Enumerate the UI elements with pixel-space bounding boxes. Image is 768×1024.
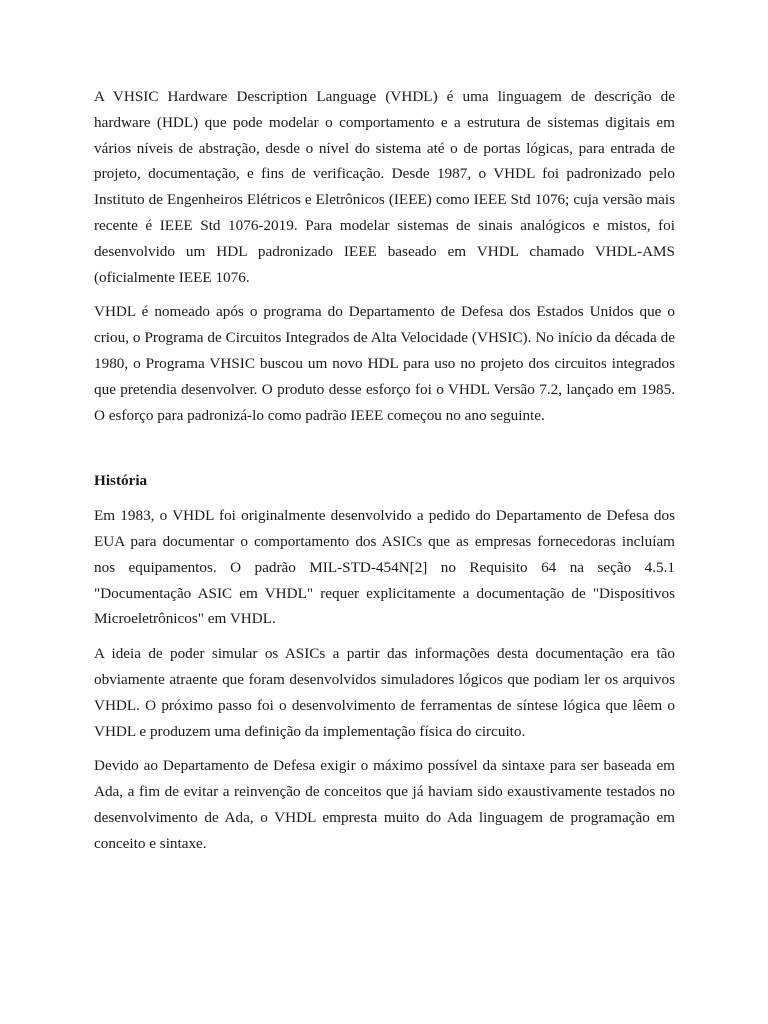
intro-paragraph-2: VHDL é nomeado após o programa do Departamento de Defesa dos Estados Unidos que o criou, o Programa de Circuitos Integrados de Alta Velocidade (VHSIC). No início da década de 1980, o Programa VHSIC buscou um novo HDL para uso no projeto dos circuitos integrados que pretendia desenvolver. O produto desse esforço foi o VHDL Versão 7.2, lançado em 1985. O esforço para padronizá-lo como padrão IEEE começou no ano seguinte. xyxy=(94,303,675,424)
history-heading: História xyxy=(94,472,148,490)
intro-paragraph-1: A VHSIC Hardware Description Language (VHDL) é uma linguagem de descrição de hardware (HDL) que pode modelar o comportamento e a estrutura de sistemas digitais em vários níveis de abstração, desde o nível do sistema até o de portas lógicas, para entrada de projeto, documentação, e fins de verificação. Desde 1987, o VHDL foi padronizado pelo Instituto de Engenheiros Elétricos e Eletrônicos (IEEE) como IEEE Std 1076; cuja versão mais recente é IEEE Std 1076-2019. Para modelar sistemas de sinais analógicos e mistos, foi desenvolvido um HDL padronizado IEEE baseado em VHDL chamado VHDL-AMS (oficialmente IEEE 1076. xyxy=(94,88,675,286)
history-paragraph-3: Devido ao Departamento de Defesa exigir o máximo possível da sintaxe para ser baseada em Ada, a fim de evitar a reinvenção de conceitos que já haviam sido exaustivamente testados no desenvolvimento de Ada, o VHDL empresta muito do Ada linguagem de programação em conceito e sintaxe. xyxy=(94,757,675,852)
history-paragraph-1: Em 1983, o VHDL foi originalmente desenvolvido a pedido do Departamento de Defesa dos EUA para documentar o comportamento dos ASICs que as empresas fornecedoras incluíam nos equipamentos. O padrão MIL-STD-454N[2] no Requisito 64 na seção 4.5.1 "Documentação ASIC em VHDL" requer explicitamente a documentação de "Dispositivos Microeletrônicos" em VHDL. xyxy=(94,507,675,628)
history-paragraph-2: A ideia de poder simular os ASICs a partir das informações desta documentação era tão obviamente atraente que foram desenvolvidos simuladores lógicos que podiam ler os arquivos VHDL. O próximo passo foi o desenvolvimento de ferramentas de síntese lógica que lêem o VHDL e produzem uma definição da implementação física do circuito. xyxy=(94,645,675,740)
document-page xyxy=(94,84,675,866)
